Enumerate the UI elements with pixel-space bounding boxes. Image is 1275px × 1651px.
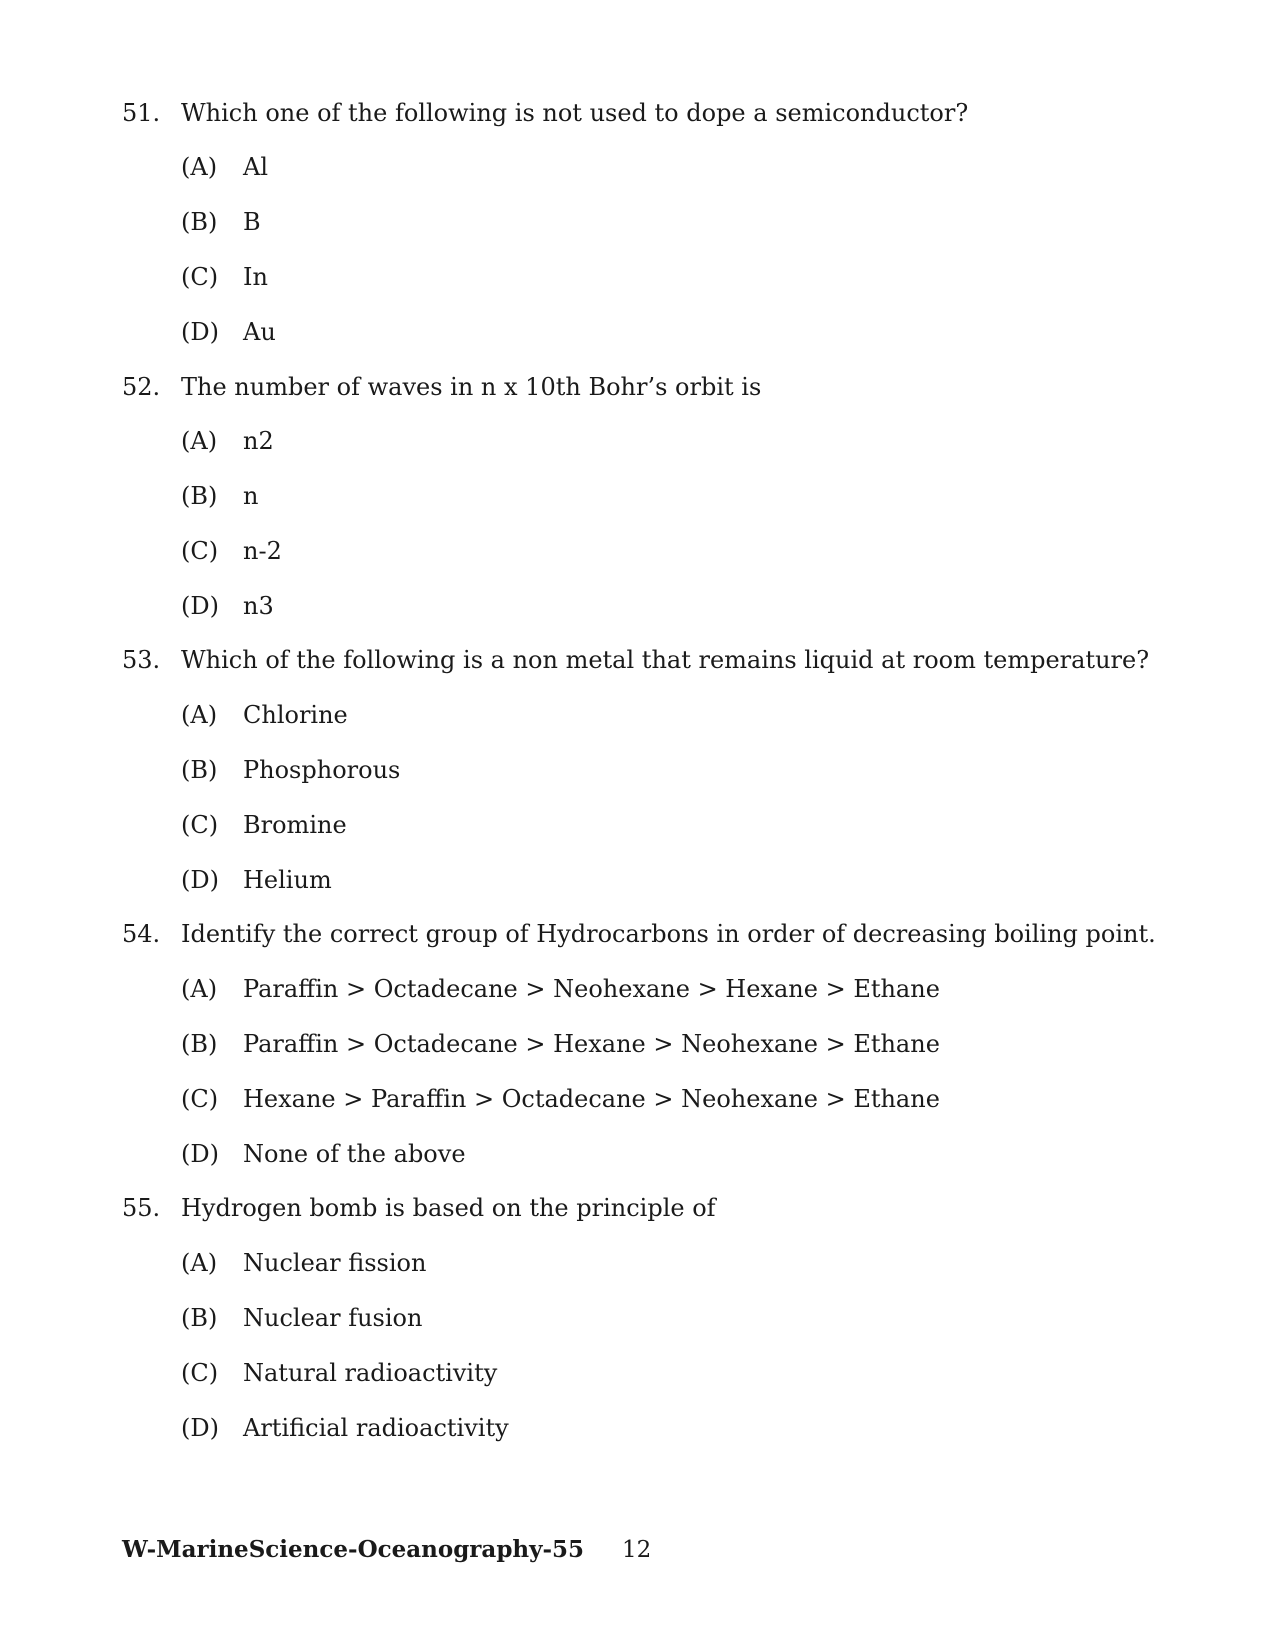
question-text: The number of waves in n x 10th Bohr’s orbit is xyxy=(181,373,762,401)
option-letter: (B) xyxy=(181,1304,218,1332)
option-text: B xyxy=(243,208,261,236)
option-letter: (C) xyxy=(181,1359,219,1387)
option-text: n3 xyxy=(243,592,274,620)
option-text: Helium xyxy=(243,866,332,894)
question-text: Which one of the following is not used to dope a semiconductor? xyxy=(181,99,969,127)
option-text: Artificial radioactivity xyxy=(243,1414,509,1442)
question-number: 53. xyxy=(122,646,161,674)
option-letter: (A) xyxy=(181,701,218,729)
option-text: Al xyxy=(243,153,269,181)
option-letter: (D) xyxy=(181,866,219,894)
option-letter: (A) xyxy=(181,427,218,455)
option-text: Paraffin > Octadecane > Hexane > Neohexane > Ethane xyxy=(243,1030,940,1058)
option-text: n xyxy=(243,482,259,510)
option-text: Nuclear fusion xyxy=(243,1304,423,1332)
option-letter: (B) xyxy=(181,1030,218,1058)
question-text: Identify the correct group of Hydrocarbons in order of decreasing boiling point. xyxy=(181,920,1156,948)
option-letter: (C) xyxy=(181,811,219,839)
option-text: Paraffin > Octadecane > Neohexane > Hexane > Ethane xyxy=(243,975,940,1003)
question-number: 51. xyxy=(122,99,161,127)
question-text: Hydrogen bomb is based on the principle of xyxy=(181,1194,716,1222)
option-letter: (A) xyxy=(181,975,218,1003)
question-number: 54. xyxy=(122,920,161,948)
footer-paper-code: W-MarineScience-Oceanography-55 xyxy=(122,1536,585,1563)
option-letter: (A) xyxy=(181,1249,218,1277)
option-text: Hexane > Paraffin > Octadecane > Neohexane > Ethane xyxy=(243,1085,940,1113)
option-letter: (B) xyxy=(181,208,218,236)
option-letter: (D) xyxy=(181,1414,219,1442)
option-letter: (A) xyxy=(181,153,218,181)
option-letter: (C) xyxy=(181,1085,219,1113)
option-text: Chlorine xyxy=(243,701,348,729)
option-text: In xyxy=(243,263,268,291)
option-letter: (B) xyxy=(181,756,218,784)
option-letter: (D) xyxy=(181,1140,219,1168)
option-letter: (D) xyxy=(181,318,219,346)
option-text: Bromine xyxy=(243,811,347,839)
option-text: n-2 xyxy=(243,537,282,565)
option-text: n2 xyxy=(243,427,274,455)
question-number: 55. xyxy=(122,1194,161,1222)
option-text: Au xyxy=(243,318,276,346)
option-text: Natural radioactivity xyxy=(243,1359,498,1387)
option-text: Phosphorous xyxy=(243,756,401,784)
option-letter: (C) xyxy=(181,537,219,565)
option-text: Nuclear fission xyxy=(243,1249,427,1277)
option-text: None of the above xyxy=(243,1140,466,1168)
question-text: Which of the following is a non metal that remains liquid at room temperature? xyxy=(181,646,1150,674)
option-letter: (B) xyxy=(181,482,218,510)
footer-page-number: 12 xyxy=(622,1537,652,1563)
option-letter: (C) xyxy=(181,263,219,291)
question-number: 52. xyxy=(122,373,161,401)
option-letter: (D) xyxy=(181,592,219,620)
